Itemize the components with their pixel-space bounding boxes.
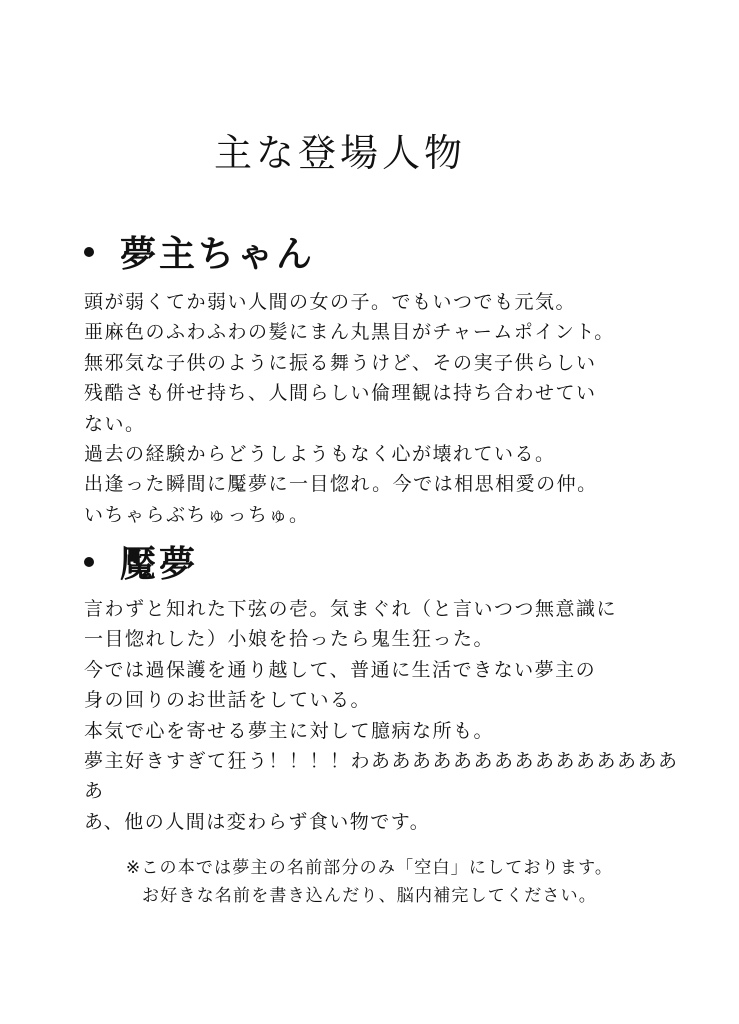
section-heading-yumenushi <box>84 226 315 277</box>
section-body-enmu <box>84 594 679 837</box>
body-line: いちゃらぶちゅっちゅ。 <box>84 503 310 526</box>
body-line: 頭が弱くてか弱い人間の女の子。でもいつでも元気。 <box>84 291 577 313</box>
body-line: あ <box>84 780 105 803</box>
body-line: 残酷さも併せ持ち、人間らしい倫理観は持ち合わせてい <box>84 382 597 405</box>
body-line: あ、他の人間は変わらず食い物です。 <box>84 810 431 833</box>
section-heading-text: 夢主ちゃん <box>120 234 316 275</box>
section-heading-text: 魘夢 <box>120 544 199 585</box>
body-line: 言わずと知れた下弦の壱。気まぐれ（と言いつつ無意識に <box>84 598 618 620</box>
body-line: 一目惚れした）小娘を拾ったら鬼生狂った。 <box>84 628 495 651</box>
body-line: 亜麻色のふわふわの髪にまん丸黒目がチャームポイント。 <box>84 321 615 344</box>
page-title <box>0 122 680 177</box>
body-line: 今では過保護を通り越して、普通に生活できない夢主の <box>84 658 597 681</box>
footnote-line-1: ※この本では夢主の名前部分のみ「空白」にしております。 <box>125 858 614 878</box>
body-line: 出逢った瞬間に魘夢に一目惚れ。今では相思相愛の仲。 <box>84 473 598 496</box>
body-line: 夢主好きすぎて狂う！！！！わあああああああああああああああ <box>84 750 679 773</box>
footnote <box>0 854 739 910</box>
body-line: 身の回りのお世話をしている。 <box>84 689 372 712</box>
body-line: 無邪気な子供のように振る舞うけど、その実子供らしい <box>84 351 597 374</box>
section-heading-enmu <box>84 536 198 587</box>
bullet-icon <box>84 557 94 567</box>
page-title-text: 主な登場人物 <box>213 131 466 175</box>
body-line: ない。 <box>84 412 146 435</box>
body-line: 過去の経験からどうしようもなく心が壊れている。 <box>84 443 556 466</box>
body-line: 本気で心を寄せる夢主に対して臆病な所も。 <box>84 719 495 742</box>
footnote-line-2: お好きな名前を書き込んだり、脳内補完してください。 <box>142 886 597 906</box>
section-body-yumenushi <box>84 287 644 530</box>
bullet-icon <box>84 247 94 257</box>
